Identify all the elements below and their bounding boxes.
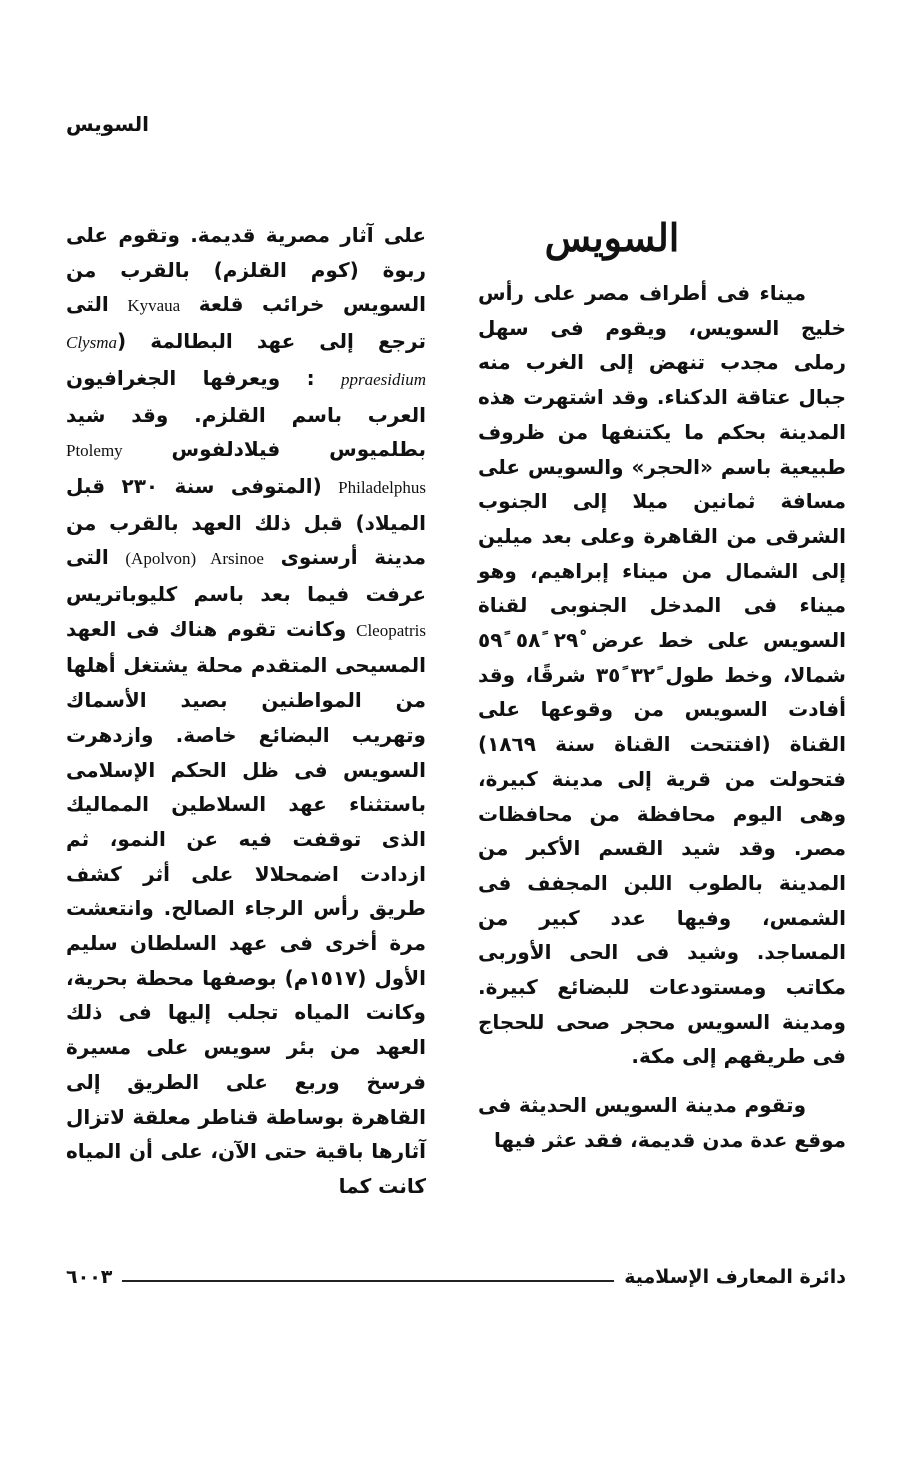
text-run: التى ترجع إلى عهد البطالمة ( bbox=[66, 292, 426, 354]
latin-term: Ptolemy Philadelphus bbox=[66, 441, 426, 497]
paragraph bbox=[66, 218, 426, 1204]
article-title: السويس bbox=[544, 215, 680, 260]
right-column bbox=[478, 208, 846, 1158]
text-run: التى عرفت فيما بعد باسم كليوباتريس bbox=[66, 545, 426, 607]
paragraph: وتقوم مدينة السويس الحديثة فى موقع عدة مدن قديمة، فقد عثر فيها bbox=[478, 1093, 846, 1152]
page-footer bbox=[66, 1262, 846, 1292]
latin-term: (Apolvon) Arsinoe bbox=[125, 549, 264, 569]
text-run: وكانت تقوم هناك فى العهد المسيحى المتقدم محلة يشتغل أهلها من المواطنين بصيد الأسماك وتهريب البضائع خاصة. وازدهرت السويس فى ظل الحكم الإسلامى باستثناء عهد السلاطين المماليك الذى توقفت فيه عن النمو، ثم ازدادت اضمحلالا على أثر كشف طريق رأس الرجاء الصالح. وانتعشت مرة أخرى فى عهد السلطان سليم الأول (١٥١٧م) بوصفها محطة بحرية، وكانت المياه تجلب إليها فى ذلك العهد من بئر سويس على مسيرة فرسخ وربع على الطريق إلى القاهرة بوساطة قناطر معلقة لاتزال آثارها باقية حتى الآن، على أن المياه كانت كما bbox=[66, 616, 426, 1198]
footer-rule bbox=[122, 1280, 614, 1282]
paragraph: ميناء فى أطراف مصر على رأس خليج السويس، ويقوم فى سهل رملى مجدب تنهض إلى الغرب منه جبال عتاقة الدكناء. وقد اشتهرت هذه المدينة بحكم ما يكتنفها من ظروف طبيعية باسم «الحجر» والسويس على مسافة ثمانين ميلا إلى الجنوب الشرقى من القاهرة وعلى بعد ميلين إلى الشمال من ميناء إبراهيم، وهو ميناء فى المدخل الجنوبى لقناة السويس على خط عرض ٢٩ْ ٥٨ً ٥٩ً شمالا، وخط طول ٣٢ً ٣٥ً شرقًا، وقد أفادت السويس من وقوعها على القناة (افتتحت القناة سنة ١٨٦٩) فتحولت من قرية إلى مدينة كبيرة، وهى اليوم محافظة من محافظات مصر. وقد شيد القسم الأكبر من المدينة بالطوب اللبن المجفف فى الشمس، وفيها عدد كبير من المساجد. وشيد فى الحى الأوربى مكاتب ومستودعات للبضائع كبيرة. ومدينة السويس محجر صحى للحجاج فى طريقهم إلى مكة. bbox=[478, 281, 846, 1069]
text-run: على آثار مصرية قديمة. وتقوم على ربوة (كوم القلزم) بالقرب من السويس خرائب قلعة bbox=[66, 223, 426, 317]
left-column bbox=[66, 218, 426, 1204]
text-run: (المتوفى سنة ٢٣٠ قبل الميلاد) قبل ذلك العهد بالقرب من مدينة أرسنوى bbox=[66, 473, 426, 570]
latin-term: Cleopatris bbox=[356, 620, 426, 640]
latin-term: Clysma ppraesidium bbox=[66, 333, 427, 389]
text-run: : ويعرفها الجغرافيون العرب باسم القلزم. وقد شيد بطلميوس فيلادلفوس bbox=[66, 365, 426, 462]
page-number: ٦٠٠٣ bbox=[66, 1266, 113, 1288]
running-header: السويس bbox=[66, 112, 150, 136]
latin-term: Kyvaua bbox=[127, 296, 181, 316]
footer-title: دائرة المعارف الإسلامية bbox=[624, 1266, 846, 1288]
